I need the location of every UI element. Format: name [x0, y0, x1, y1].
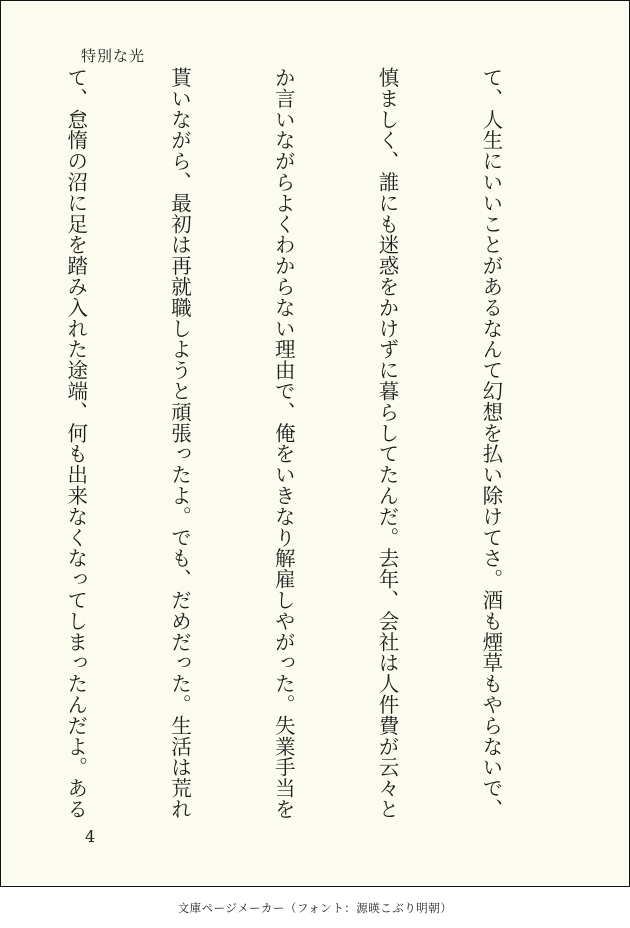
text-line: か言いながらよくわからない理由で、俺をいきなり解雇しやがった。失業手当を — [271, 67, 296, 820]
text-line: て、人生にいいことがあるなんて幻想を払い除けてさ。酒も煙草もやらないで、 — [478, 67, 503, 820]
footer-credit: 文庫ページメーカー（フォント：源暎こぶり明朝） — [177, 901, 453, 915]
page-number: 4 — [85, 827, 96, 846]
vertical-body-text — [0, 67, 577, 820]
text-line: て、怠惰の沼に足を踏み入れた途端、何も出来なくなってしまったんだよ。ある — [63, 67, 88, 820]
running-header-title: 特別な光 — [81, 47, 146, 65]
text-line: 貰いながら、最初は再就職しようと頑張ったよ。でも、だめだった。生活は荒れ — [167, 67, 192, 820]
text-line: 慎ましく、誰にも迷惑をかけずに暮らしてたんだ。去年、会社は人件費が云々と — [375, 67, 400, 820]
